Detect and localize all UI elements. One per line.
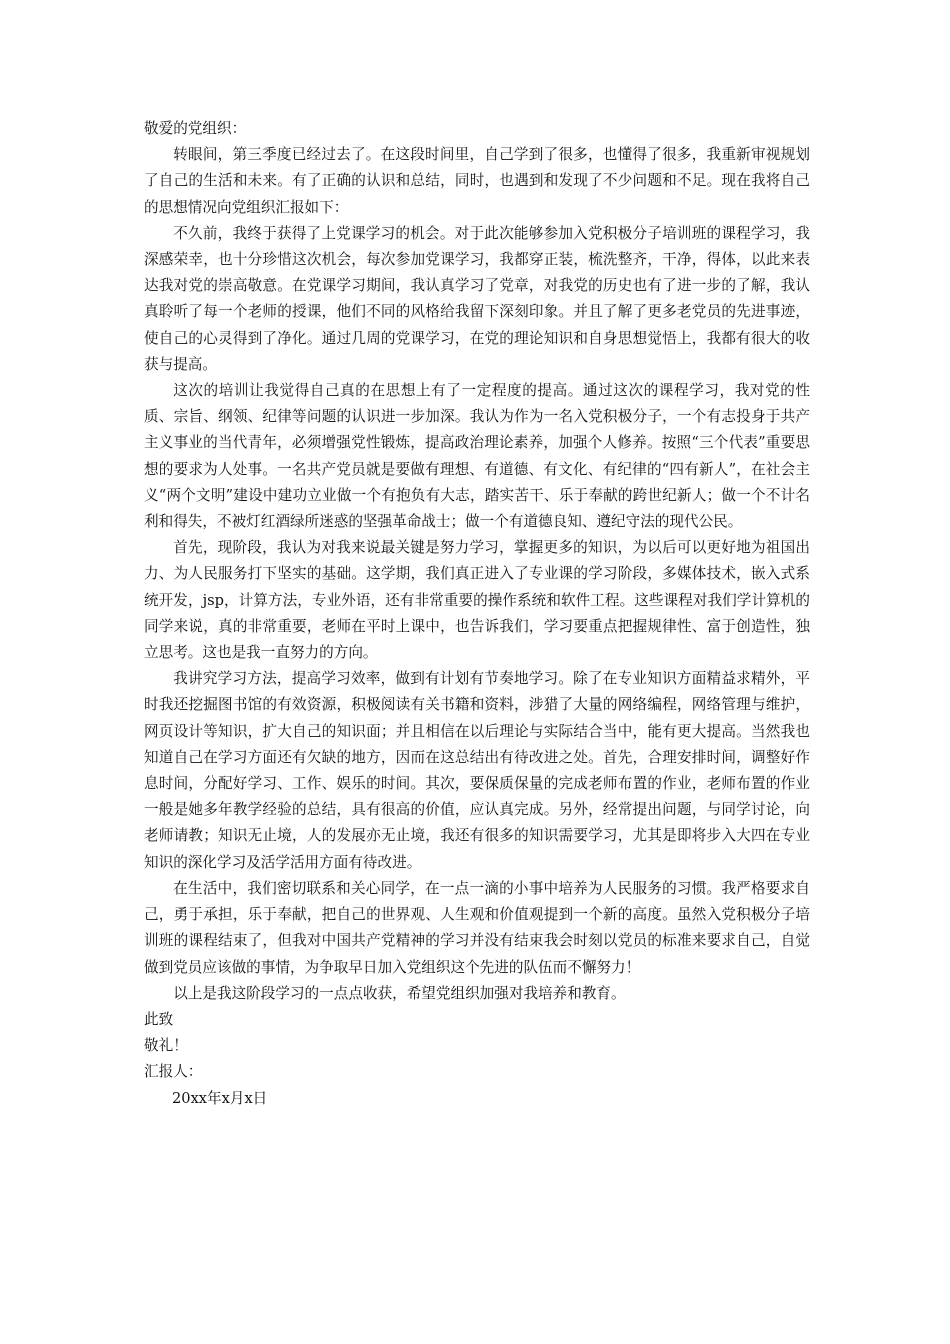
paragraph-5: 我讲究学习方法，提高学习效率，做到有计划有节奏地学习。除了在专业知识方面精益求精外，平时我还挖掘图书馆的有效资源，积极阅读有关书籍和资料，涉猎了大量的网络编程，网络管理与维护，网页设计等知识，扩大自己的知识面；并且相信在以后理论与实际结合当中，能有更大提高。当然我也知道自己在学习方面还有欠缺的地方，因而在这总结出有待改进之处。首先，合理安排时间，调整好作息时间，分配好学习、工作、娱乐的时间。其次，要保质保量的完成老师布置的作业，老师布置的作业一般是她多年教学经验的总结，具有很高的价值，应认真完成。另外，经常提出问题，与同学讨论，向老师请教；知识无止境，人的发展亦无止境，我还有很多的知识需要学习，尤其是即将步入大四在专业知识的深化学习及活学活用方面有待改进。	[144, 670, 810, 871]
paragraph-3: 这次的培训让我觉得自己真的在思想上有了一定程度的提高。通过这次的课程学习，我对党的性质、宗旨、纲领、纪律等问题的认识进一步加深。我认为作为一名入党积极分子，一个有志投身于共产主义事业的当代青年，必须增强党性锻炼，提高政治理论素养，加强个人修养。按照“三个代表”重要思想的要求为人处事。一名共产党员就是要做有理想、有道德、有文化、有纪律的“四有新人”，在社会主义“两个文明”建设中建功立业做一个有抱负有大志，踏实苦干、乐于奉献的跨世纪新人；做一个不计名利和得失，不被灯红酒绿所迷惑的坚强革命战士；做一个有道德良知、遵纪守法的现代公民。	[144, 382, 810, 531]
paragraph-7: 以上是我这阶段学习的一点点收获，希望党组织加强对我培养和教育。	[173, 984, 626, 1002]
paragraph-4: 首先，现阶段，我认为对我来说最关键是努力学习，掌握更多的知识，为以后可以更好地为祖国出力、为人民服务打下坚实的基础。这学期，我们真正进入了专业课的学习阶段，多媒体技术，嵌入式系统开发，jsp，计算方法，专业外语，还有非常重要的操作系统和软件工程。这些课程对我们学计算机的同学来说，真的非常重要，老师在平时上课中，也告诉我们，学习要重点把握规律性、富于创造性，独立思考。这也是我一直努力的方向。	[144, 539, 810, 662]
paragraph-6: 在生活中，我们密切联系和关心同学，在一点一滴的小事中培养为人民服务的习惯。我严格要求自己，勇于承担，乐于奉献，把自己的世界观、人生观和价值观提到一个新的高度。虽然入党积极分子培训班的课程结束了，但我对中国共产党精神的学习并没有结束我会时刻以党员的标准来要求自己，自觉做到党员应该做的事情，为争取早日加入党组织这个先进的队伍而不懈努力！	[144, 879, 810, 976]
salutation: 敬爱的党组织：	[144, 120, 247, 137]
signer-label: 汇报人：	[144, 1063, 203, 1081]
paragraph-2: 不久前，我终于获得了上党课学习的机会。对于此次能够参加入党积极分子培训班的课程学习，我深感荣幸，也十分珍惜这次机会，每次参加党课学习，我都穿正装，梳洗整齐，干净，得体，以此来表达我对党的崇高敬意。在党课学习期间，我认真学习了党章，对我党的历史也有了进一步的了解，我认真聆听了每一个老师的授课，他们不同的风格给我留下深刻印象。并且了解了更多老党员的先进事迹，使自己的心灵得到了净化。通过几周的党课学习，在党的理论知识和自身思想觉悟上，我都有很大的收获与提高。	[144, 224, 810, 373]
paragraph-1: 转眼间，第三季度已经过去了。在这段时间里，自己学到了很多，也懂得了很多，我重新审视规划了自己的生活和未来。有了正确的认识和总结，同时，也遇到和发现了不少问题和不足。现在我将自己的思想情况向党组织汇报如下：	[144, 146, 810, 216]
report-date: 20xx年x月x日	[172, 1089, 268, 1107]
closing-line-1: 此致	[144, 1010, 174, 1028]
closing-line-2: 敬礼！	[144, 1037, 188, 1055]
letter-body	[144, 116, 810, 1112]
